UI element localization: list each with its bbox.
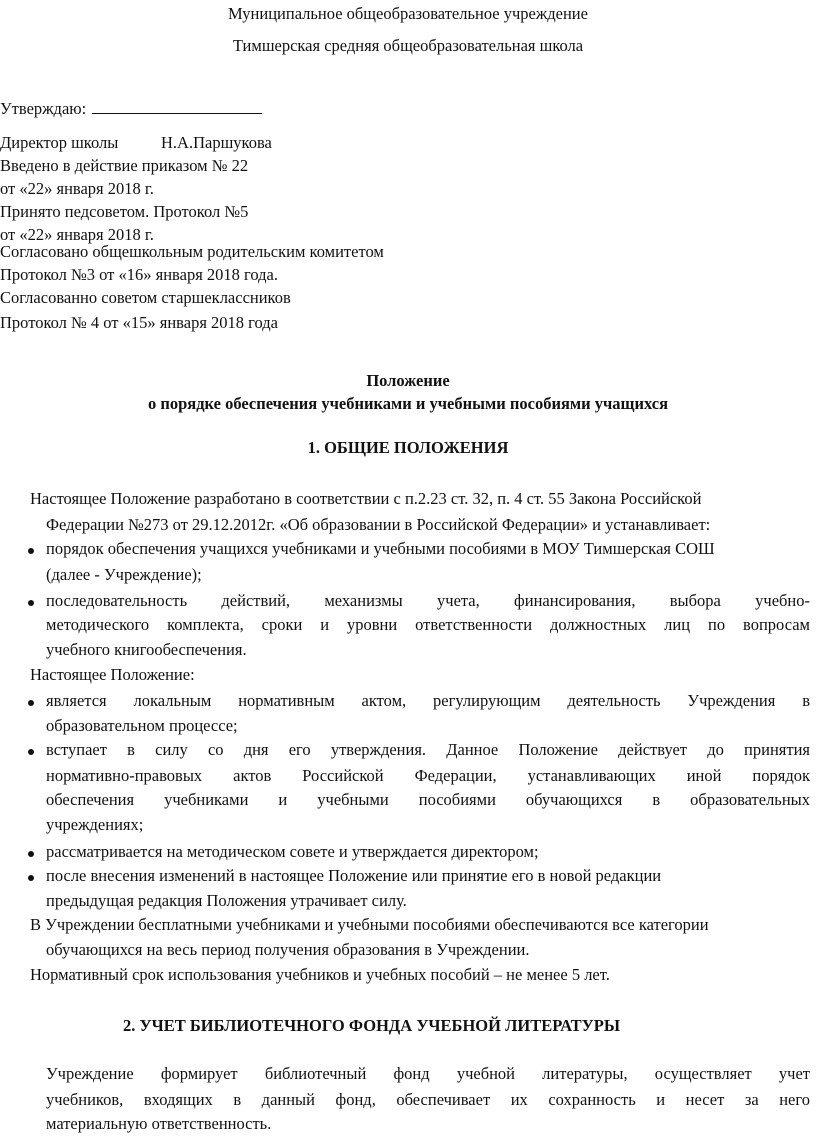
s1-bullet4-line4: учреждениях; (46, 815, 144, 834)
s1-bullet4-line2: нормативно-правовых актов Российской Федерации, устанавливающих иной порядок (46, 766, 810, 785)
director-line (0, 133, 272, 153)
bullet-icon (28, 851, 34, 857)
parents-protocol: Протокол №3 от «16» января 2018 года. (0, 265, 279, 284)
seniors-protocol: Протокол № 4 от «15» января 2018 года (0, 313, 279, 332)
council-line: Принято педсоветом. Протокол №5 (0, 202, 249, 221)
s1-bullet6-line1: после внесения изменений в настоящее Положение или принятие его в новой редакции (46, 866, 662, 885)
s1-paragraph1-line2: Федерации №273 от 29.12.2012г. «Об образовании в Российской Федерации» и устанавливает: (46, 515, 711, 534)
s1-bullet5-line1: рассматривается на методическом совете и утверждается директором; (46, 842, 539, 861)
s1-bullet6-line2: предыдущая редакция Положения утрачивает силу. (46, 891, 407, 910)
order-line: Введено в действие приказом № 22 (0, 156, 249, 175)
s1-bullet2-line1: последовательность действий, механизмы учета, финансирования, выбора учебно- (46, 591, 810, 610)
signature-line (92, 112, 262, 114)
bullet-icon (28, 700, 34, 706)
parents-line: Согласовано общешкольным родительским комитетом (0, 242, 384, 261)
s1-paragraph2: Настоящее Положение: (30, 665, 195, 684)
order-date: от «22» января 2018 г. (0, 179, 154, 198)
s2-paragraph1-line3: материальную ответственность. (46, 1114, 272, 1133)
s1-bullet3-line2: образовательном процессе; (46, 716, 238, 735)
org-name-line2: Тимшерская средняя общеобразовательная школа (232, 36, 584, 55)
bullet-icon (28, 548, 34, 554)
s1-bullet2-line3: учебного книгообеспечения. (46, 640, 247, 659)
s1-bullet3-line1: является локальным нормативным актом, регулирующим деятельность Учреждения в (46, 691, 810, 710)
section1-heading: 1. ОБЩИЕ ПОЛОЖЕНИЯ (307, 438, 509, 457)
org-name-line1: Муниципальное общеобразовательное учреждение (228, 4, 588, 23)
s1-bullet2-line2: методического комплекта, сроки и уровни ответственности должностных лиц по вопросам (46, 615, 810, 634)
director-name: Н.А.Паршукова (161, 133, 272, 152)
bullet-icon (28, 749, 34, 755)
section2-heading: 2. УЧЕТ БИБЛИОТЕЧНОГО ФОНДА УЧЕБНОЙ ЛИТЕРАТУРЫ (123, 1016, 621, 1035)
director-title: Директор школы (0, 133, 119, 152)
s2-paragraph1-line2: учебников, входящих в данный фонд, обеспечивает их сохранность и несет за него (46, 1090, 810, 1109)
s1-bullet4-line1: вступает в силу со дня его утверждения. Данное Положение действует до принятия (46, 740, 810, 759)
bullet-icon (28, 600, 34, 606)
bullet-icon (28, 875, 34, 881)
s1-bullet1-line2: (далее - Учреждение); (46, 565, 202, 584)
council-date: от «22» января 2018 г. (0, 225, 154, 244)
s2-paragraph1-line1: Учреждение формирует библиотечный фонд учебной литературы, осуществляет учет (46, 1064, 810, 1083)
approve-text: Утверждаю: (0, 99, 87, 118)
s1-bullet4-line3: обеспечения учебниками и учебными пособиями обучающихся в образовательных (46, 790, 810, 809)
s1-paragraph3-line1: В Учреждении бесплатными учебниками и учебными пособиями обеспечиваются все категории (30, 915, 709, 934)
approve-label (0, 99, 262, 119)
s1-paragraph3-line2: обучающихся на весь период получения образования в Учреждении. (46, 940, 530, 959)
s1-paragraph4: Нормативный срок использования учебников и учебных пособий – не менее 5 лет. (30, 965, 610, 984)
seniors-line: Согласованно советом старшеклассников (0, 288, 291, 307)
document-title: Положение (366, 371, 450, 390)
document-subtitle: о порядке обеспечения учебниками и учебными пособиями учащихся (147, 394, 669, 413)
s1-bullet1-line1: порядок обеспечения учащихся учебниками и учебными пособиями в МОУ Тимшерская СОШ (46, 539, 715, 558)
s1-paragraph1-line1: Настоящее Положение разработано в соответствии с п.2.23 ст. 32, п. 4 ст. 55 Закона Российской (30, 489, 702, 508)
